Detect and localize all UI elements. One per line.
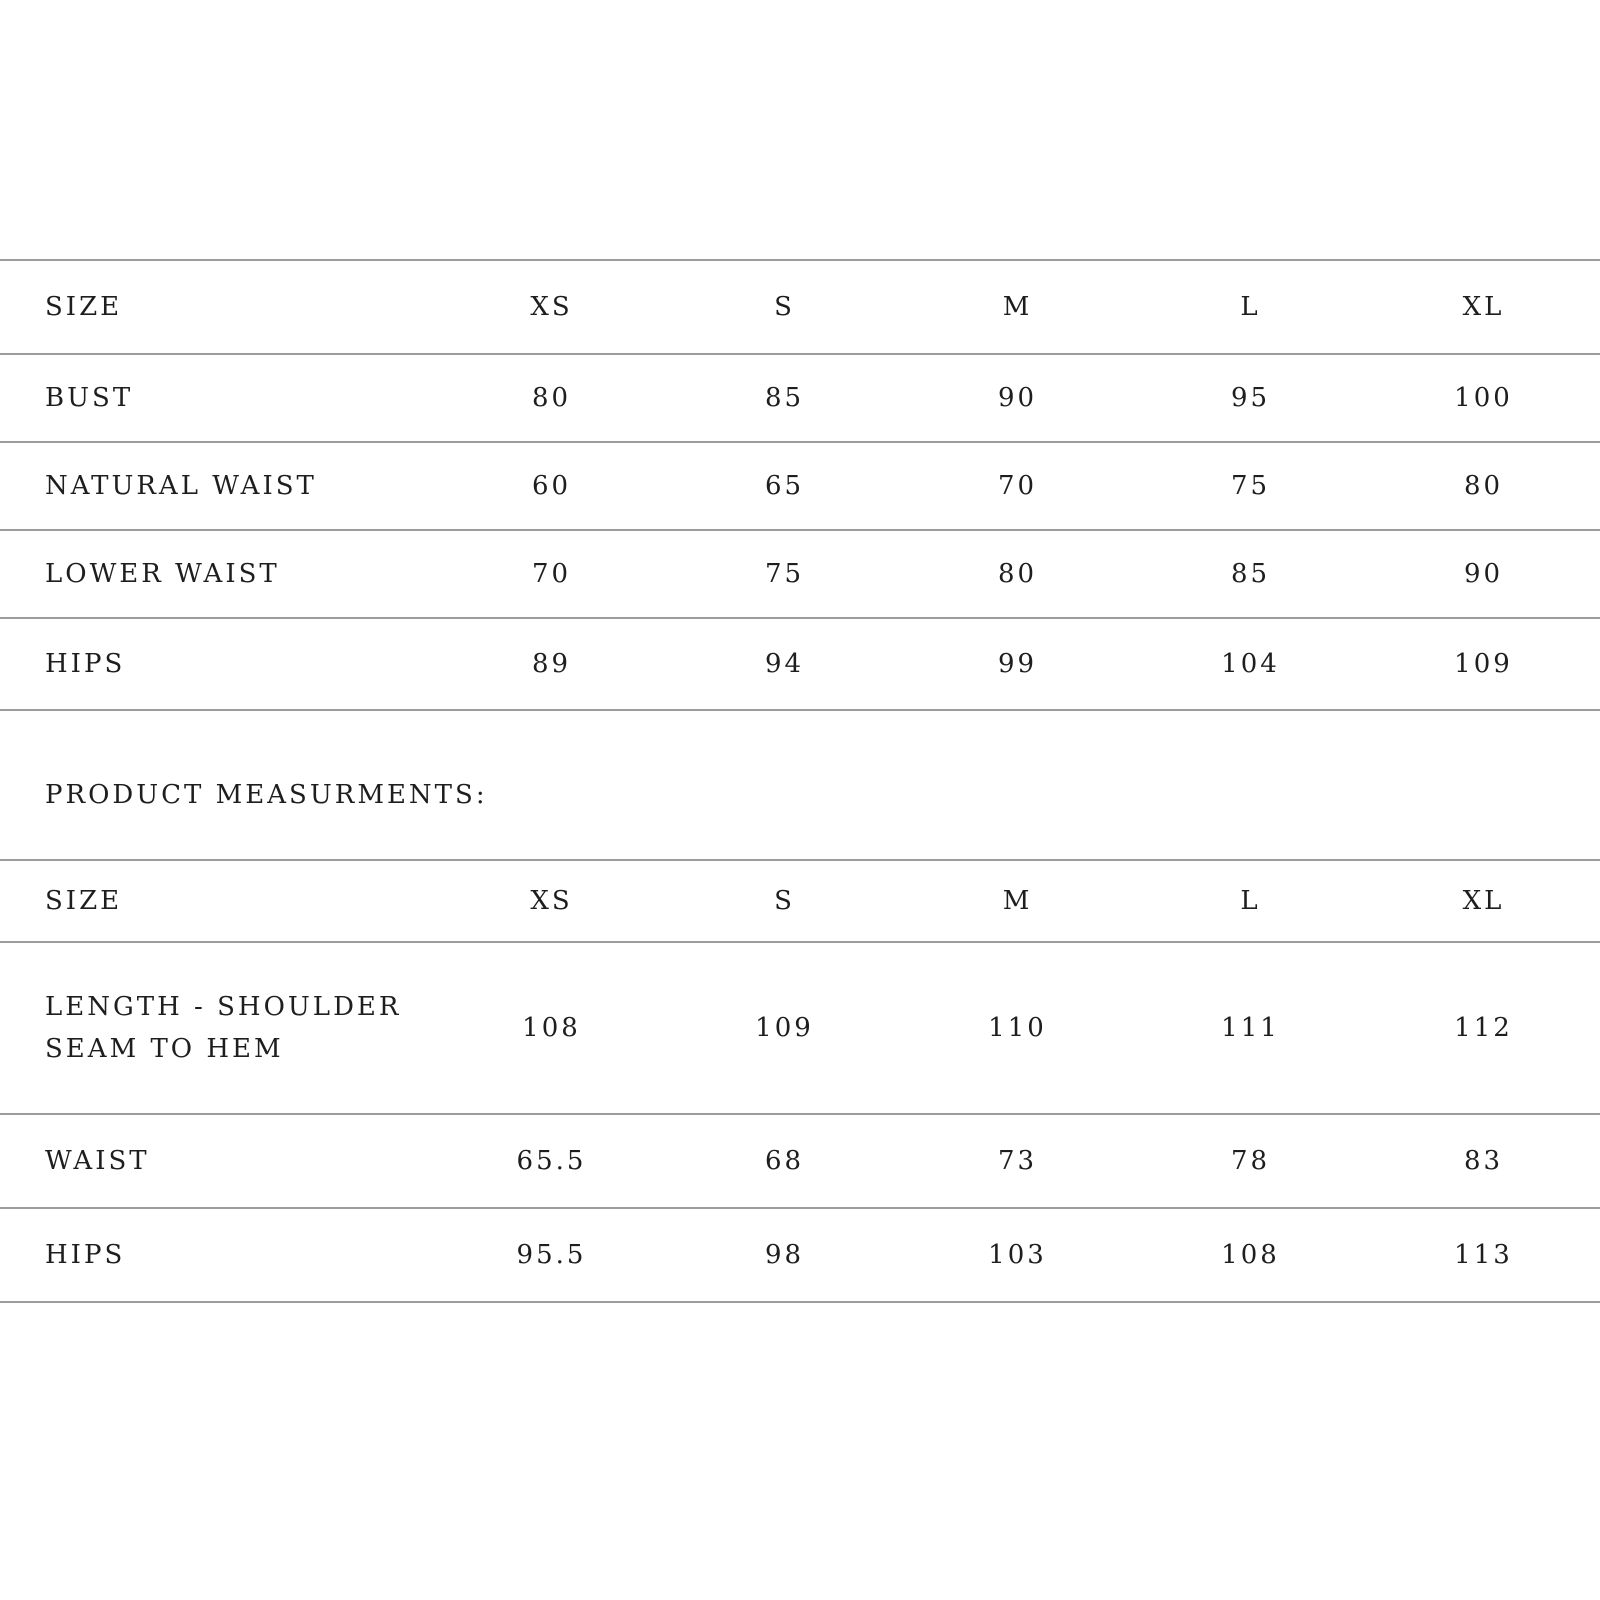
table-cell: 70	[435, 530, 668, 618]
table-cell: 83	[1367, 1114, 1600, 1208]
table-cell: 109	[1367, 618, 1600, 710]
row-label: HIPS	[0, 1208, 435, 1302]
header-cell: S	[668, 260, 901, 354]
table-cell: 73	[901, 1114, 1134, 1208]
table-cell: 75	[668, 530, 901, 618]
table-row	[0, 942, 1600, 1114]
table-cell: 108	[1134, 1208, 1367, 1302]
table-cell: 111	[1134, 942, 1367, 1114]
row-label: BUST	[0, 354, 435, 442]
table-header-row	[0, 860, 1600, 942]
table-cell: 80	[1367, 442, 1600, 530]
table-cell: 104	[1134, 618, 1367, 710]
table-cell: 90	[901, 354, 1134, 442]
table-row	[0, 1114, 1600, 1208]
table-cell: 80	[901, 530, 1134, 618]
header-cell: SIZE	[0, 260, 435, 354]
row-label: WAIST	[0, 1114, 435, 1208]
row-label: LOWER WAIST	[0, 530, 435, 618]
table-cell: 80	[435, 354, 668, 442]
table-cell: 85	[668, 354, 901, 442]
table-cell: 68	[668, 1114, 901, 1208]
table-cell: 89	[435, 618, 668, 710]
table-cell: 103	[901, 1208, 1134, 1302]
header-cell: M	[901, 860, 1134, 942]
header-cell: XL	[1367, 260, 1600, 354]
product-measurements-table	[0, 859, 1600, 1303]
table-cell: 75	[1134, 442, 1367, 530]
table-row	[0, 1208, 1600, 1302]
table-cell: 78	[1134, 1114, 1367, 1208]
table-header-row	[0, 260, 1600, 354]
table-cell: 85	[1134, 530, 1367, 618]
row-label: LENGTH - SHOULDER SEAM TO HEM	[0, 942, 435, 1114]
table-cell: 113	[1367, 1208, 1600, 1302]
header-cell: S	[668, 860, 901, 942]
table-cell: 65.5	[435, 1114, 668, 1208]
table-cell: 109	[668, 942, 901, 1114]
header-cell: M	[901, 260, 1134, 354]
table-row	[0, 530, 1600, 618]
table-cell: 112	[1367, 942, 1600, 1114]
header-cell: L	[1134, 860, 1367, 942]
table-cell: 95	[1134, 354, 1367, 442]
table-cell: 65	[668, 442, 901, 530]
table-cell: 98	[668, 1208, 901, 1302]
body-size-table	[0, 259, 1600, 711]
table-cell: 60	[435, 442, 668, 530]
table-cell: 99	[901, 618, 1134, 710]
table-cell: 90	[1367, 530, 1600, 618]
section-title: PRODUCT MEASURMENTS:	[45, 780, 488, 810]
table-cell: 100	[1367, 354, 1600, 442]
header-cell: XL	[1367, 860, 1600, 942]
table-row	[0, 618, 1600, 710]
table-cell: 108	[435, 942, 668, 1114]
header-cell: XS	[435, 860, 668, 942]
header-cell: L	[1134, 260, 1367, 354]
table-cell: 70	[901, 442, 1134, 530]
header-cell: SIZE	[0, 860, 435, 942]
table-row	[0, 354, 1600, 442]
table-cell: 94	[668, 618, 901, 710]
table-row	[0, 442, 1600, 530]
table-cell: 110	[901, 942, 1134, 1114]
row-label: HIPS	[0, 618, 435, 710]
row-label: NATURAL WAIST	[0, 442, 435, 530]
header-cell: XS	[435, 260, 668, 354]
table-cell: 95.5	[435, 1208, 668, 1302]
